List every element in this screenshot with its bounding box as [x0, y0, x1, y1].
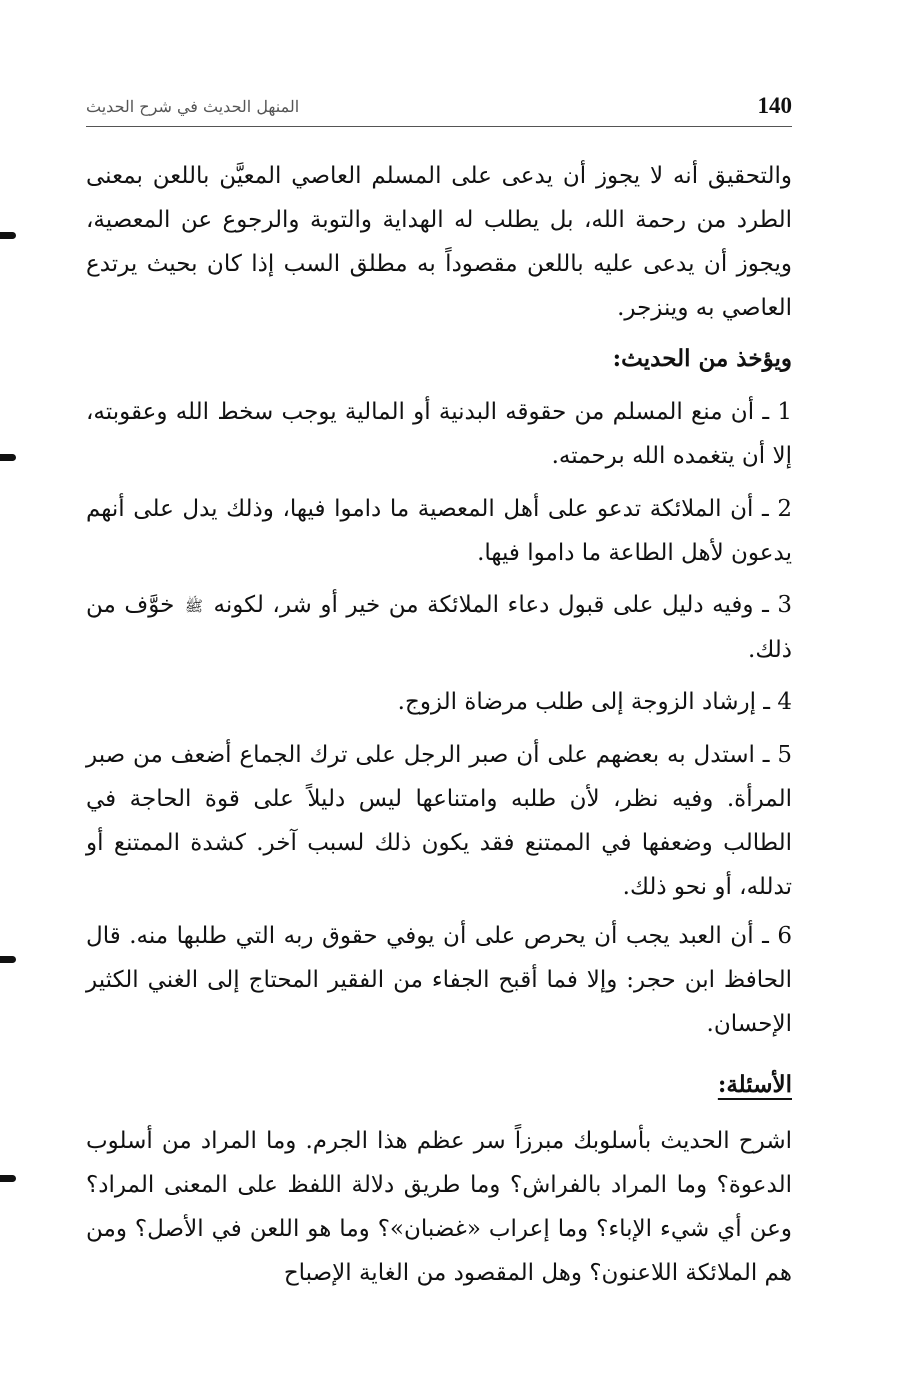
lesson-item-5: 5 ـ استدل به بعضهم على أن صبر الرجل على ترك الجماع أضعف من صبر المرأة. وفيه نظر، لأن طلبه وامتناعها ليس دليلاً على قوة الحاجة في الطالب وضعفها في الممتنع فقد يكون ذلك لسبب آخر. كشدة الممتنع أو تدلله، أو نحو ذلك. — [86, 742, 792, 900]
lesson-item-1: 1 ـ أن منع المسلم من حقوقه البدنية أو المالية يوجب سخط الله وعقوبته، إلا أن يتغمده الله برحمته. — [86, 399, 792, 469]
lesson-item-6: 6 ـ أن العبد يجب أن يحرص على أن يوفي حقوق ربه التي طلبها منه. قال الحافظ ابن حجر: وإلا فما أقبح الجفاء من الفقير المحتاج إلى الغني الكثير الإحسان. — [86, 923, 792, 1037]
margin-mark — [0, 956, 16, 963]
questions-heading — [86, 1063, 792, 1107]
margin-mark — [0, 454, 16, 461]
questions-paragraph: اشرح الحديث بأسلوبك مبرزاً سر عظم هذا الجرم. وما المراد من أسلوب الدعوة؟ وما المراد بالفراش؟ وما طريق دلالة اللفظ على المعنى المراد؟ وعن أي شيء الإباء؟ وما إعراب «غضبان»؟ وما هو اللعن في الأصل؟ ومن هم الملائكة اللاعنون؟ وهل المقصود من الغاية الإصباح — [86, 1128, 792, 1286]
lesson-item-3 — [86, 583, 792, 672]
page-number: 140 — [757, 93, 792, 118]
running-header — [86, 92, 792, 127]
margin-mark — [0, 232, 16, 239]
lesson-item-3-text: 3 ـ وفيه دليل على قبول دعاء الملائكة من خير أو شر، لكونه — [213, 592, 793, 618]
lesson-item-4: 4 ـ إرشاد الزوجة إلى طلب مرضاة الزوج. — [397, 689, 792, 715]
lesson-item-3-text-end: خوَّف من ذلك. — [86, 592, 792, 663]
lesson-item-2: 2 ـ أن الملائكة تدعو على أهل المعصية ما داموا فيها، وذلك يدل على أنهم يدعون لأهل الطاعة ما داموا فيها. — [86, 496, 792, 566]
margin-mark — [0, 1175, 16, 1182]
questions-heading-text: الأسئلة: — [717, 1071, 792, 1098]
book-title: المنهل الحديث في شرح الحديث — [86, 97, 300, 116]
pbuh-glyph: ﷺ — [184, 597, 203, 615]
intro-paragraph: والتحقيق أنه لا يجوز أن يدعى على المسلم العاصي المعيَّن باللعن بمعنى الطرد من رحمة الله، بل يطلب له الهداية والتوبة والرجوع عن المعصية، ويجوز أن يدعى عليه باللعن مقصوداً به مطلق السب إذا كان بحيث يرتدع العاصي به وينزجر. — [86, 163, 792, 321]
lessons-heading: ويؤخذ من الحديث: — [612, 345, 792, 372]
